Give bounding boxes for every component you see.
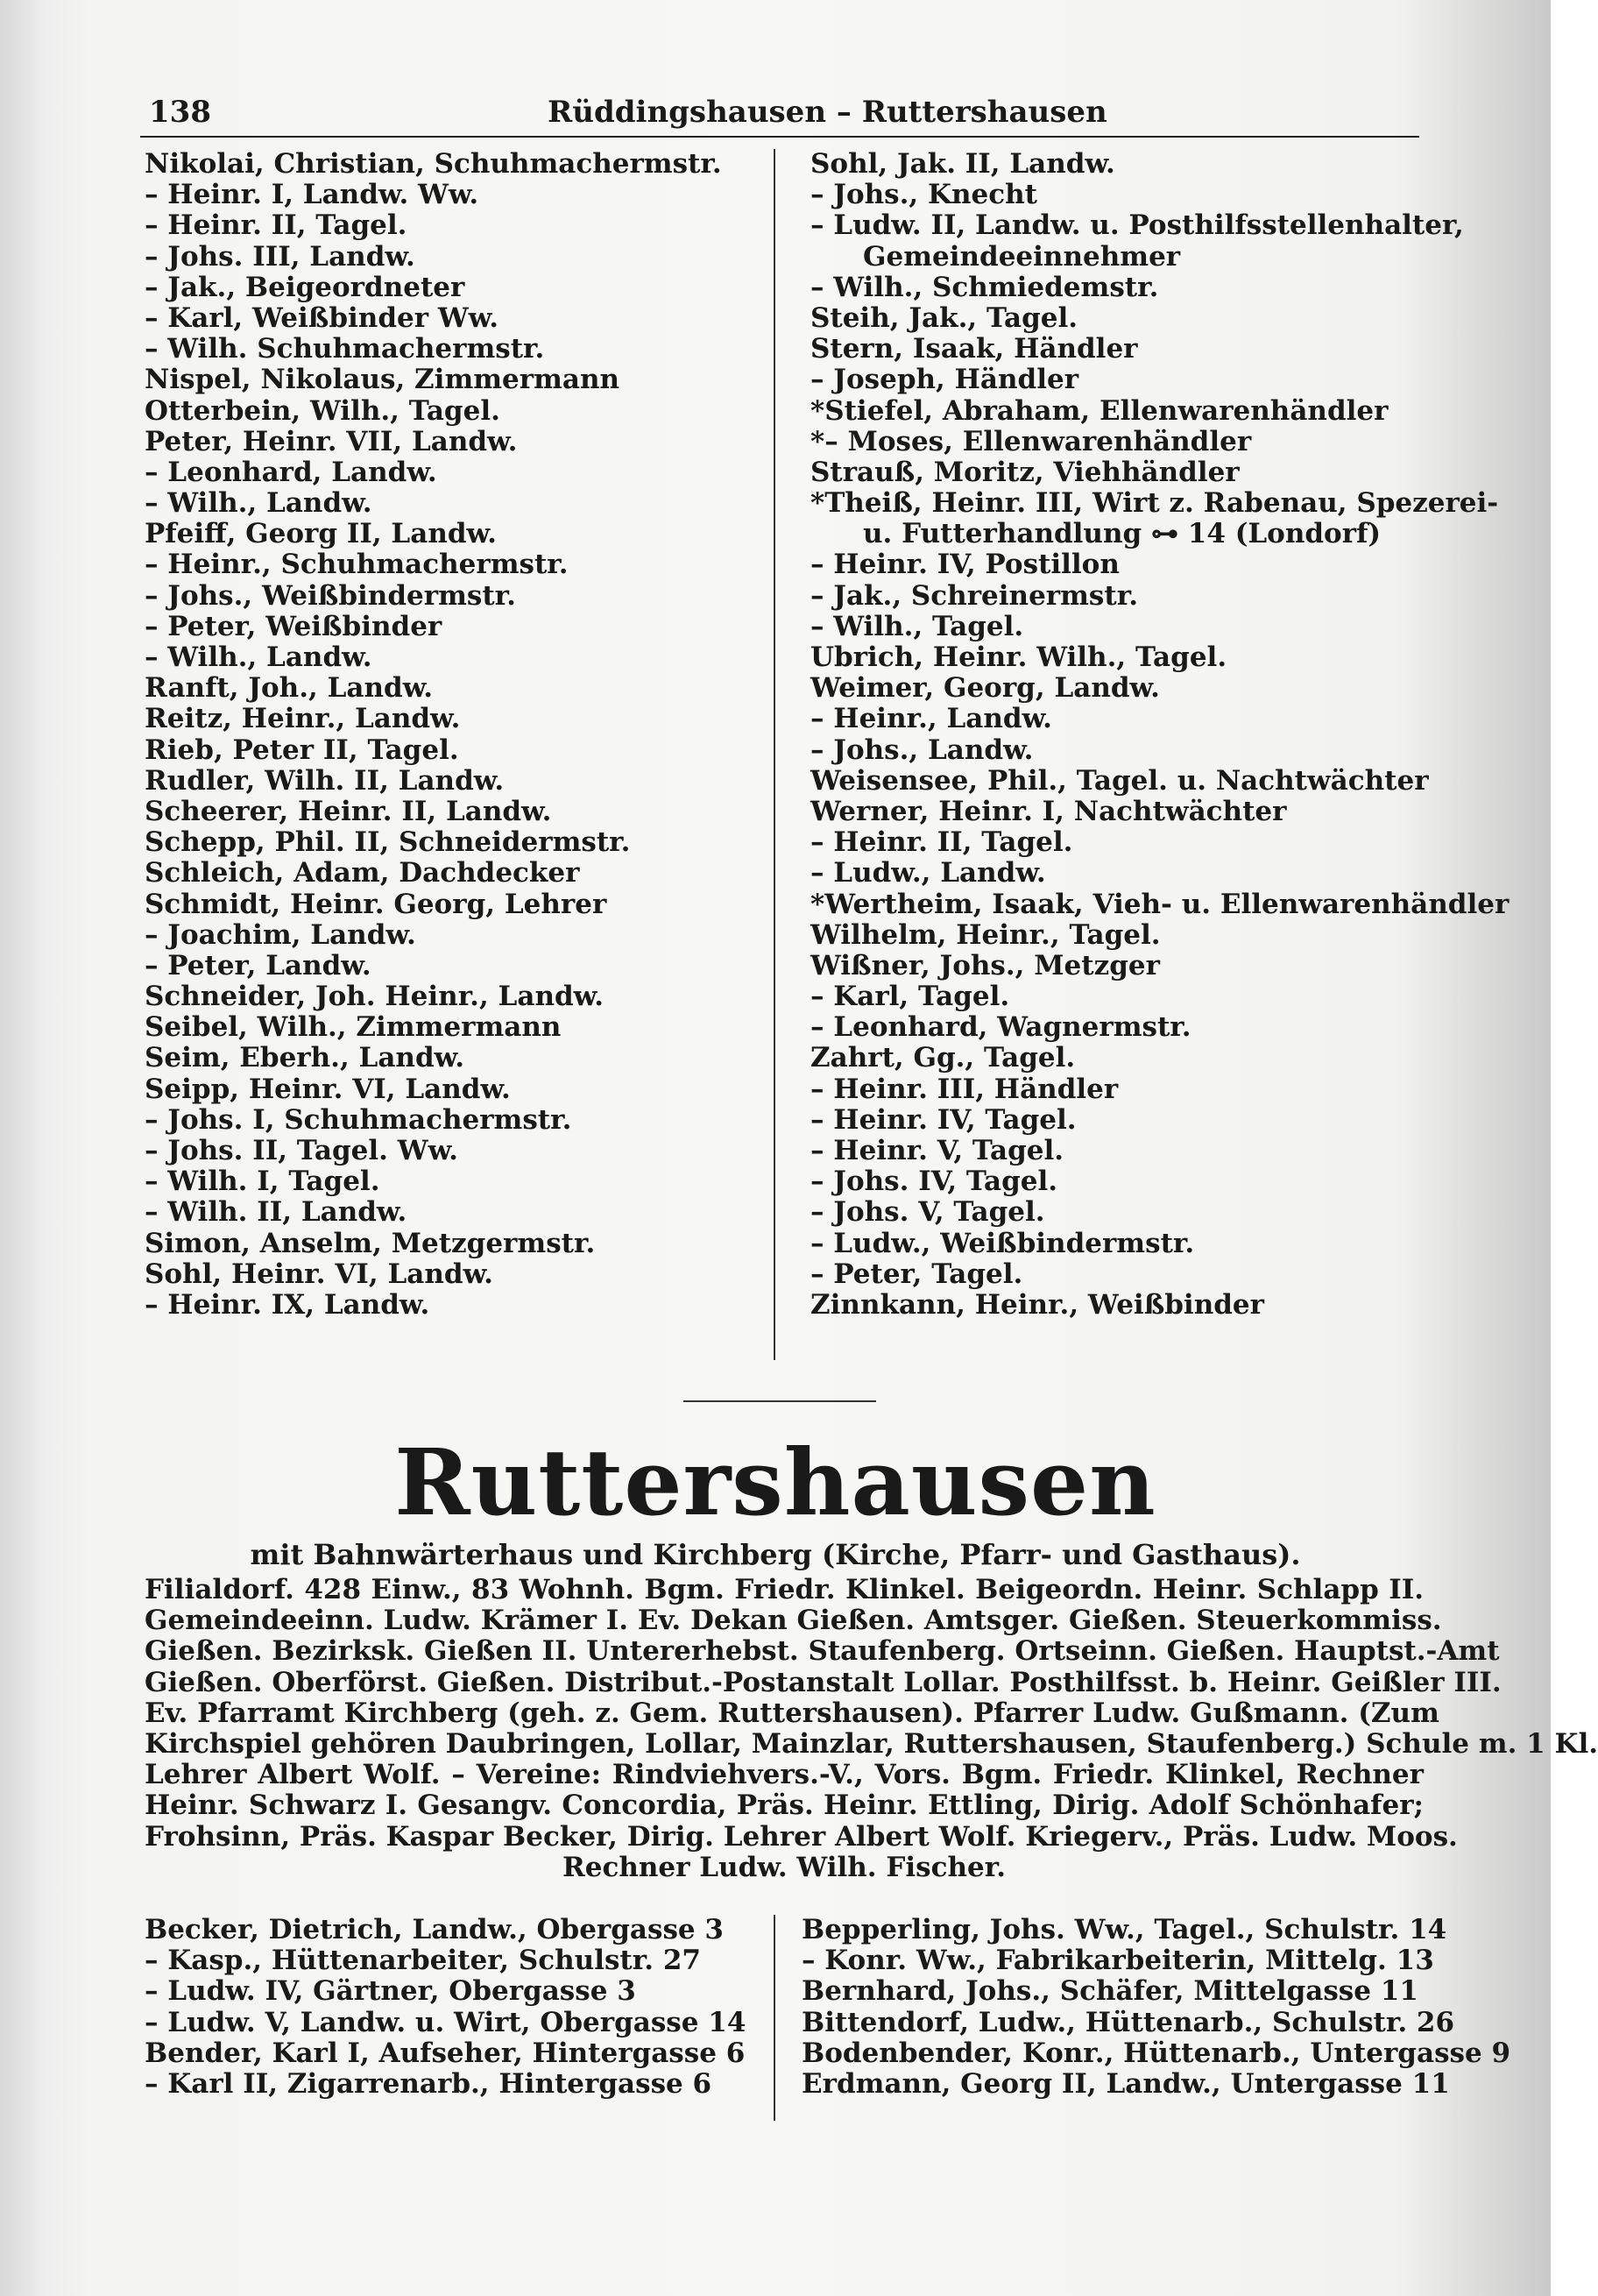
page-number: 138 (149, 95, 211, 130)
column-divider (774, 149, 775, 1360)
entry-line: – Heinr., Landw. (810, 703, 1052, 735)
entry-line: Erdmann, Georg II, Landw., Untergasse 11 (802, 2067, 1450, 2100)
entry-line: – Leonhard, Wagnermstr. (810, 1011, 1191, 1044)
entry-line: Ranft, Joh., Landw. (145, 672, 434, 705)
column-divider-lower (774, 1915, 775, 2121)
entry-line: u. Futterhandlung ⊶ 14 (Londorf) (863, 518, 1382, 550)
entry-line: Sohl, Jak. II, Landw. (810, 148, 1115, 180)
entry-line: – Konr. Ww., Fabrikarbeiterin, Mittelg. 13 (802, 1945, 1434, 1977)
entry-line: Schmidt, Heinr. Georg, Lehrer (145, 888, 607, 920)
entry-line: – Heinr. V, Tagel. (810, 1135, 1064, 1166)
entry-line: – Karl, Tagel. (810, 981, 1010, 1013)
lower-right-column (802, 1914, 1511, 2100)
entry-line: – Karl, Weißbinder Ww. (145, 301, 499, 334)
entry-line: Simon, Anselm, Metzgermstr. (145, 1227, 596, 1259)
entry-line: – Johs., Landw. (810, 733, 1034, 766)
entry-line: – Ludw., Weißbindermstr. (810, 1227, 1195, 1259)
entry-line: – Leonhard, Landw. (145, 456, 437, 488)
description-line: Ev. Pfarramt Kirchberg (geh. z. Gem. Ruttershausen). Pfarrer Ludw. Gußmann. (Zum (145, 1697, 1439, 1729)
entry-line: – Heinr. IV, Tagel. (810, 1103, 1077, 1136)
entry-line: *Theiß, Heinr. III, Wirt z. Rabenau, Spezerei- (810, 487, 1499, 520)
entry-line: – Heinr. IV, Postillon (810, 549, 1120, 581)
entry-line: – Heinr., Schuhmachermstr. (145, 549, 569, 581)
header-rule (140, 136, 1419, 138)
entry-line: – Ludw. IV, Gärtner, Obergasse 3 (145, 1975, 636, 2008)
place-description (145, 1574, 1598, 1883)
entry-line: – Heinr. II, Tagel. (810, 826, 1073, 859)
entry-line: Werner, Heinr. I, Nachtwächter (810, 795, 1287, 827)
entry-line: – Jak., Schreinermstr. (810, 579, 1138, 612)
entry-line: Schleich, Adam, Dachdecker (145, 857, 580, 889)
entry-line: Bender, Karl I, Aufseher, Hintergasse 6 (145, 2037, 746, 2069)
entry-line: Reitz, Heinr., Landw. (145, 703, 461, 735)
entry-line: Bittendorf, Ludw., Hüttenarb., Schulstr. 26 (802, 2006, 1455, 2038)
entry-line: Zinnkann, Heinr., Weißbinder (810, 1288, 1264, 1321)
entry-line: Bernhard, Johs., Schäfer, Mittelgasse 11 (802, 1975, 1418, 2008)
entry-line: Nispel, Nikolaus, Zimmermann (145, 364, 620, 396)
entry-line: – Karl II, Zigarrenarb., Hintergasse 6 (145, 2067, 712, 2100)
entry-line: Nikolai, Christian, Schuhmachermstr. (145, 148, 722, 180)
upper-right-column (810, 148, 1510, 1321)
entry-line: – Kasp., Hüttenarbeiter, Schulstr. 27 (145, 1945, 701, 1977)
entry-line: Wilhelm, Heinr., Tagel. (810, 918, 1161, 951)
entry-line: – Johs. III, Landw. (145, 240, 415, 273)
entry-line: Scheerer, Heinr. II, Landw. (145, 795, 552, 827)
entry-line: Seipp, Heinr. VI, Landw. (145, 1073, 511, 1105)
entry-line: – Johs. II, Tagel. Ww. (145, 1135, 458, 1166)
entry-line: Becker, Dietrich, Landw., Obergasse 3 (145, 1914, 725, 1945)
entry-line: – Ludw. V, Landw. u. Wirt, Obergasse 14 (145, 2006, 746, 2038)
upper-left-column (145, 149, 758, 1321)
description-line: Heinr. Schwarz I. Gesangv. Concordia, Präs. Heinr. Ettling, Dirig. Adolf Schönhafer; (145, 1789, 1424, 1822)
entry-line: Schepp, Phil. II, Schneidermstr. (145, 826, 631, 859)
entry-line: Ubrich, Heinr. Wilh., Tagel. (810, 641, 1227, 673)
entry-line: *Wertheim, Isaak, Vieh- u. Ellenwarenhändler (810, 888, 1510, 920)
entry-line: Weimer, Georg, Landw. (810, 672, 1160, 705)
entry-line: – Wilh., Landw. (145, 641, 372, 673)
entry-line: – Wilh. I, Tagel. (145, 1166, 380, 1198)
description-line: Frohsinn, Präs. Kaspar Becker, Dirig. Lehrer Albert Wolf. Kriegerv., Präs. Ludw. Moos. (145, 1820, 1458, 1853)
description-line: Gießen. Bezirksk. Gießen II. Untererhebst. Staufenberg. Ortseinn. Gießen. Hauptst.-Amt (145, 1635, 1500, 1668)
entry-line: Sohl, Heinr. VI, Landw. (145, 1258, 493, 1290)
entry-line: Pfeiff, Georg II, Landw. (145, 518, 497, 550)
running-title: Rüddingshausen – Ruttershausen (548, 95, 1107, 130)
entry-line: Seibel, Wilh., Zimmermann (145, 1011, 562, 1044)
entry-line: *Stiefel, Abraham, Ellenwarenhändler (810, 394, 1389, 427)
entry-line: – Heinr. I, Landw. Ww. (145, 179, 479, 211)
entry-line: – Joseph, Händler (810, 364, 1079, 396)
entry-line: – Heinr. II, Tagel. (145, 209, 407, 242)
section-divider (683, 1400, 876, 1402)
entry-line: – Peter, Tagel. (810, 1258, 1023, 1290)
entry-line: Steih, Jak., Tagel. (810, 301, 1078, 334)
entry-line: Stern, Isaak, Händler (810, 333, 1138, 365)
entry-line: Gemeindeeinnehmer (863, 240, 1181, 273)
description-line: Rechner Ludw. Wilh. Fischer. (562, 1851, 1007, 1883)
entry-line: Peter, Heinr. VII, Landw. (145, 425, 518, 457)
entry-line: Seim, Eberh., Landw. (145, 1042, 465, 1074)
description-line: Filialdorf. 428 Einw., 83 Wohnh. Bgm. Friedr. Klinkel. Beigeordn. Heinr. Schlapp II. (145, 1574, 1424, 1605)
entry-line: – Johs. V, Tagel. (810, 1196, 1045, 1229)
entry-line: Otterbein, Wilh., Tagel. (145, 394, 500, 427)
entry-line: – Joachim, Landw. (145, 918, 416, 951)
entry-line: – Wilh., Landw. (145, 487, 372, 520)
entry-line: – Johs. I, Schuhmachermstr. (145, 1103, 572, 1136)
entry-line: Rieb, Peter II, Tagel. (145, 733, 459, 766)
entry-line: Bodenbender, Konr., Hüttenarb., Untergasse 9 (802, 2037, 1511, 2069)
entry-line: Schneider, Joh. Heinr., Landw. (145, 981, 605, 1013)
entry-line: – Wilh., Schmiedemstr. (810, 271, 1159, 303)
page-header (149, 95, 1419, 138)
entry-line: – Johs., Weißbindermstr. (145, 579, 516, 612)
lower-left-column (145, 1915, 758, 2100)
place-subtitle: mit Bahnwärterhaus und Kirchberg (Kirche, Pfarr- und Gasthaus). (250, 1538, 1301, 1571)
entry-line: Bepperling, Johs. Ww., Tagel., Schulstr. 14 (802, 1914, 1447, 1945)
entry-line: Wißner, Johs., Metzger (810, 949, 1160, 981)
entry-line: Weisensee, Phil., Tagel. u. Nachtwächter (810, 764, 1429, 797)
entry-line: – Wilh. II, Landw. (145, 1196, 407, 1229)
entry-line: Strauß, Moritz, Viehhändler (810, 456, 1240, 488)
entry-line: – Peter, Weißbinder (145, 610, 442, 642)
entry-line: – Ludw. II, Landw. u. Posthilfsstellenhalter, (810, 209, 1464, 242)
description-line: Kirchspiel gehören Daubringen, Lollar, Mainzlar, Ruttershausen, Staufenberg.) Schule m. 1 Kl. (145, 1727, 1598, 1760)
entry-line: Rudler, Wilh. II, Landw. (145, 764, 505, 797)
entry-line: – Heinr. III, Händler (810, 1073, 1119, 1105)
entry-line: – Heinr. IX, Landw. (145, 1288, 430, 1321)
entry-line: – Johs. IV, Tagel. (810, 1166, 1058, 1198)
entry-line: *– Moses, Ellenwarenhändler (810, 425, 1252, 457)
entry-line: Zahrt, Gg., Tagel. (810, 1042, 1076, 1074)
description-line: Gemeindeeinn. Ludw. Krämer I. Ev. Dekan Gießen. Amtsger. Gießen. Steuerkommiss. (145, 1605, 1442, 1637)
entry-line: – Wilh., Tagel. (810, 610, 1024, 642)
place-heading: Ruttershausen (394, 1428, 1156, 1536)
entry-line: – Johs., Knecht (810, 179, 1037, 211)
entry-line: – Ludw., Landw. (810, 857, 1046, 889)
description-line: Lehrer Albert Wolf. – Vereine: Rindviehvers.-V., Vors. Bgm. Friedr. Klinkel, Rechner (145, 1759, 1424, 1791)
entry-line: – Peter, Landw. (145, 949, 371, 981)
description-line: Gießen. Oberförst. Gießen. Distribut.-Postanstalt Lollar. Posthilfsst. b. Heinr. Geißler III. (145, 1666, 1502, 1698)
entry-line: – Wilh. Schuhmachermstr. (145, 333, 545, 365)
entry-line: – Jak., Beigeordneter (145, 271, 465, 303)
